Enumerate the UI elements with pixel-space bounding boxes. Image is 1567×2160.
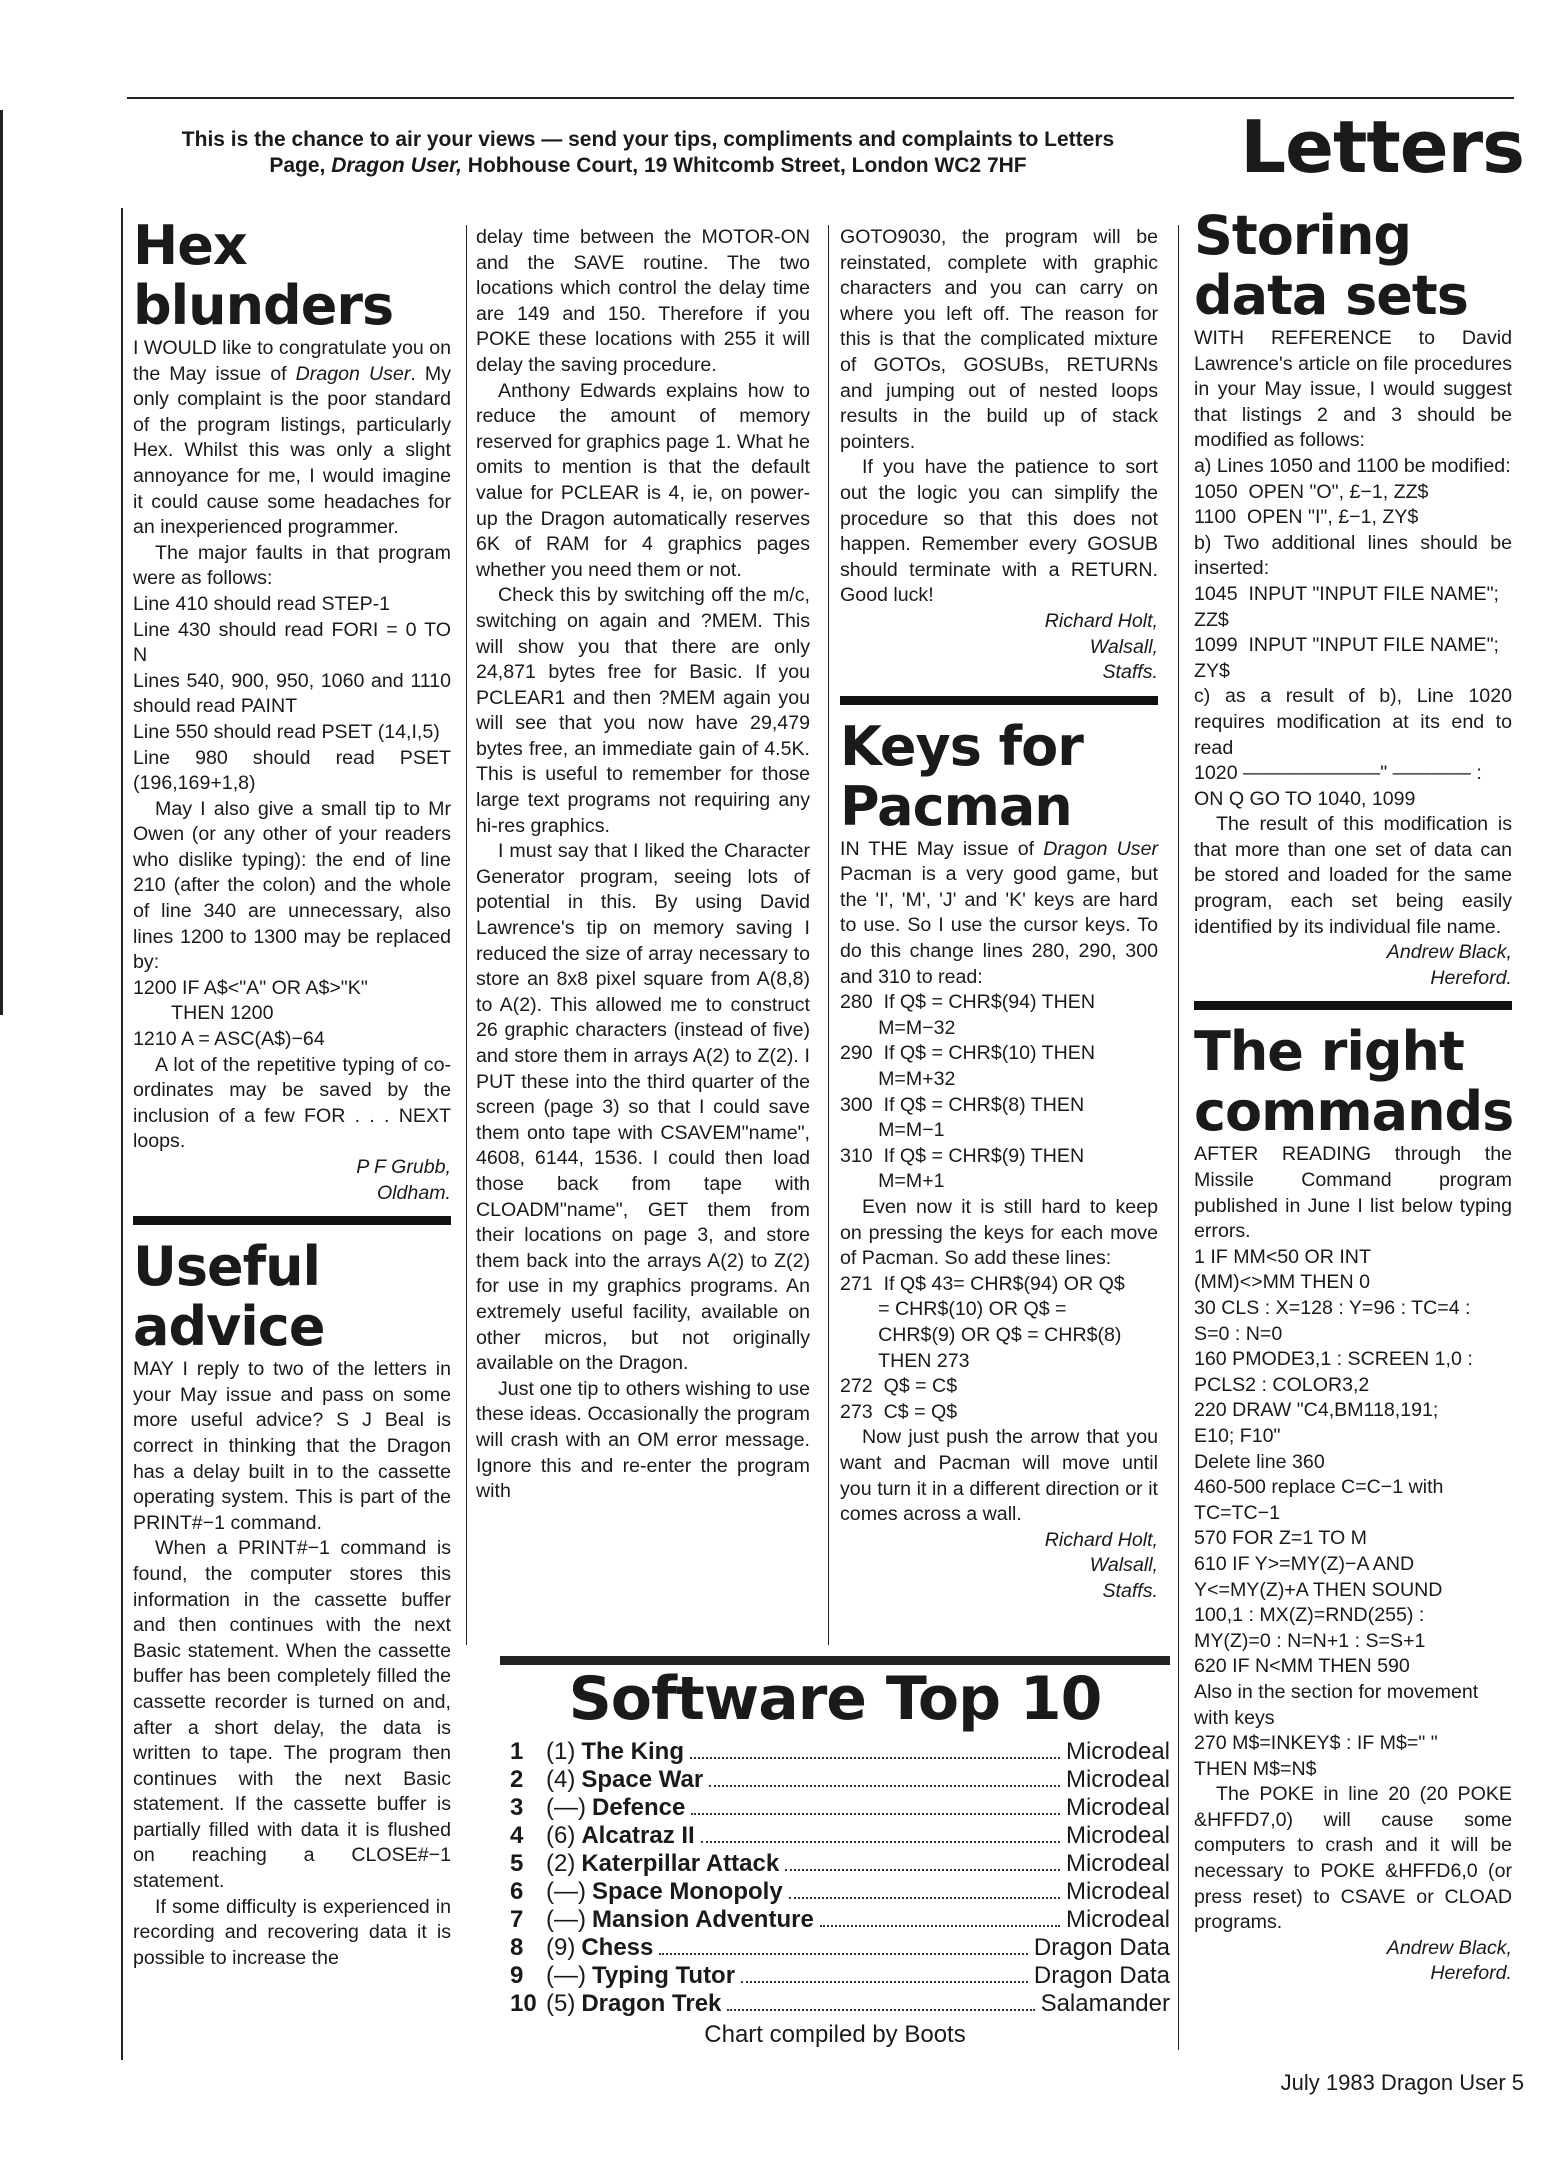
top10-title-name: Mansion Adventure (591, 1906, 814, 1933)
top10-row (510, 1962, 1170, 1990)
paragraph: IN THE May issue of Dragon User Pacman is a very good game, but the 'I', 'M', 'J' and 'K' keys are hard to use. So I use the cursor keys. To do this change lines 280, 290, 300 and 310 to read: (840, 837, 1164, 988)
paragraph: AFTER READING through the Missile Command program published in June I list below typing errors. (1194, 1143, 1518, 1243)
top10-credit: Chart compiled by Boots (704, 2021, 966, 2048)
signature-place: Oldham. (376, 1181, 451, 1204)
leader-dots (691, 1813, 1060, 1815)
signature-place: Staffs. (1102, 661, 1158, 684)
separator-bar (1194, 1001, 1512, 1010)
signature-place: Hereford. (1430, 966, 1512, 989)
paragraph: I must say that I liked the Character Generator program, seeing lots of potential in this. By using David Lawrence's tip on memory saving I reduced the size of array necessary to store an 8x8 pixel square from A(8,8) to A(2). This allowed me to construct 26 graphic characters (instead of five) and store them in arrays A(2) to Z(2). I PUT these into the third quarter of the screen (page 3) so that I could save them onto tape with CSAVEM"name", 4608, 6144, 1536. I could then load those back from tape with CLOADM"name", GET them from their locations on page 3, and store them back into the arrays A(2) to Z(2) for use in my graphics programs. An extremely useful facility, available on other micros, but not originally available on the Dragon. (476, 840, 816, 1375)
top-rule (127, 97, 1514, 99)
top10-row (510, 1738, 1170, 1766)
separator-bar (133, 1216, 451, 1225)
signature-place: Staffs. (1102, 1579, 1158, 1602)
correction-line: Line 550 should read PSET (14,I,5) (133, 720, 440, 743)
top10-rank: 8 (510, 1934, 524, 1961)
leader-dots (741, 1981, 1028, 1983)
column-divider (466, 225, 467, 1645)
code-listing: 1050 OPEN "O", £−1, ZZ$ 1100 OPEN "I", £−1, ZY$ (1194, 480, 1429, 529)
section-title: Letters (1240, 105, 1524, 189)
column-3 (840, 225, 1164, 1605)
column-divider (1178, 225, 1179, 2050)
top10-rank: 7 (510, 1906, 524, 1933)
column-4 (1194, 204, 1518, 1987)
top10-title-name: Typing Tutor (591, 1962, 736, 1989)
headline-keys-for-pacman: Keys for Pacman (840, 714, 1101, 838)
leader-dots (659, 1953, 1028, 1955)
paragraph: MAY I reply to two of the letters in your May issue and pass on some more useful advice? S J Beal is correct in thinking that the Dragon has a delay built in to the cassette operating system. This is part of the PRINT#−1 command. (133, 1358, 457, 1534)
code-listing: 280 If Q$ = CHR$(94) THEN M=M−32 290 If Q$ = CHR$(10) THEN M=M+32 300 If Q$ = CHR$(8) THEN M=M−1 310 If Q$ = CHR$(9) THEN M=M+1 (840, 991, 1095, 1193)
top10-row (510, 1850, 1170, 1878)
top10-title: Software Top 10 (568, 1664, 1102, 1734)
paragraph: I WOULD like to congratulate you on the May issue of Dragon User. My only complaint is the poor standard of the program listings, particularly Hex. Whilst this was only a slight annoyance for me, I would imagine it could cause some headaches for an inexperienced programmer. (133, 337, 457, 539)
paragraph: delay time between the MOTOR-ON and the SAVE routine. The two locations which control the delay time are 149 and 150. Therefore if you POKE these locations with 255 it will delay the saving procedure. (476, 226, 816, 376)
top10-row (510, 1878, 1170, 1906)
top10-rank: 9 (510, 1962, 524, 1989)
signature-name: Richard Holt, (1044, 609, 1158, 632)
paragraph: The POKE in line 20 (20 POKE &HFFD7,0) will cause some computers to crash and it will be necessary to POKE &HFFD6,0 (or press reset) to CSAVE or CLOAD programs. (1194, 1783, 1518, 1934)
software-top-10 (500, 1660, 1170, 2052)
signature-name: Andrew Black, (1386, 941, 1512, 964)
top10-previous-position: (—) (546, 1878, 586, 1905)
leader-dots (820, 1925, 1060, 1927)
paragraph: Check this by switching off the m/c, switching on again and ?MEM. This will show you that there are only 24,871 bytes free for Basic. If you PCLEAR1 and then ?MEM again you will see that you now have 29,479 bytes free, an immediate gain of 4.5K. This is useful to remember for those large text programs not requiring any hi-res graphics. (476, 584, 816, 837)
paragraph: A lot of the repetitive typing of co-ordinates may be saved by the inclusion of a few FOR . . . NEXT loops. (133, 1053, 457, 1153)
paragraph: May I also give a small tip to Mr Owen (or any other of your readers who dislike typing): the end of line 210 (after the colon) and the whole of line 340 are unnecessary, also lines 1200 to 1300 may be replaced by: (133, 797, 457, 974)
top10-publisher: Microdeal (1065, 1822, 1170, 1849)
paragraph: b) Two additional lines should be inserted: (1194, 531, 1518, 580)
leader-dots (709, 1785, 1060, 1787)
top10-title-name: Defence (591, 1794, 686, 1821)
top10-rank: 6 (510, 1878, 524, 1905)
signature-place: Walsall, (1089, 635, 1158, 658)
top10-previous-position: (1) (546, 1738, 576, 1765)
top10-previous-position: (—) (546, 1906, 586, 1933)
top10-publisher: Microdeal (1065, 1850, 1170, 1877)
column-1 (133, 214, 457, 1971)
headline-hex-blunders: Hex blunders (133, 214, 394, 337)
paragraph: Now just push the arrow that you want and Pacman will move until you turn it in a different direction or it comes across a wall. (840, 1426, 1164, 1526)
code-listing: 1045 INPUT "INPUT FILE NAME"; ZZ$ 1099 INPUT "INPUT FILE NAME"; ZY$ (1194, 582, 1500, 682)
column-2 (476, 225, 816, 1505)
column-divider (121, 208, 123, 2060)
top10-title-name: Chess (581, 1934, 654, 1961)
page-footer: July 1983 Dragon User 5 (1280, 2070, 1524, 2095)
top10-rank: 3 (510, 1794, 524, 1821)
top10-rank: 2 (510, 1766, 524, 1793)
code-listing: 1020 ———————" ———— : ON Q GO TO 1040, 1099 (1194, 762, 1488, 810)
top10-title-name: Space War (581, 1766, 704, 1793)
top10-previous-position: (—) (546, 1794, 586, 1821)
top10-title-name: Katerpillar Attack (581, 1850, 780, 1877)
headline-useful-advice: Useful advice (133, 1235, 338, 1359)
top10-row (510, 1822, 1170, 1850)
signature-name: Andrew Black, (1386, 1936, 1512, 1959)
paragraph: The result of this modification is that more than one set of data can be stored and loaded for the same program, each set being easily identified by its individual file name. (1194, 813, 1518, 938)
top10-publisher: Microdeal (1065, 1766, 1170, 1793)
top10-previous-position: (5) (546, 1990, 576, 2017)
top10-row (510, 1934, 1170, 1962)
signature-name: Richard Holt, (1044, 1528, 1158, 1551)
leader-dots (690, 1757, 1060, 1759)
top10-list (500, 1738, 1170, 2018)
correction-line: Line 410 should read STEP-1 (133, 592, 391, 615)
paragraph: Just one tip to others wishing to use these ideas. Occasionally the program will crash with an OM error message. Ignore this and re-enter the program with (476, 1377, 816, 1503)
top10-rank: 1 (510, 1738, 524, 1765)
paragraph: The major faults in that program were as follows: (133, 541, 457, 590)
code-listing: 271 If Q$ 43= CHR$(94) OR Q$ = CHR$(10) OR Q$ = CHR$(9) OR Q$ = CHR$(8) THEN 273 272 Q$ = C$ 273 C$ = Q$ (840, 1272, 1125, 1423)
top10-row (510, 1794, 1170, 1822)
paragraph: When a PRINT#−1 command is found, the computer stores this information in the cassette buffer and then continues with the next Basic statement. When the cassette buffer has been completely filled the cassette recorder is turned on and, after a short delay, the data is written to tape. The program then continues with the next Basic statement. If the cassette buffer is partially filled with data it is flushed on reaching a CLOSE#−1 statement. (133, 1537, 457, 1893)
leader-dots (727, 2009, 1034, 2011)
column-divider (828, 225, 829, 1645)
code-listing: 1200 IF A$<"A" OR A$>"K" THEN 1200 1210 A = ASC(A$)−64 (133, 976, 368, 1051)
leader-dots (701, 1841, 1060, 1843)
top10-publisher: Microdeal (1065, 1794, 1170, 1821)
headline-storing-data-sets: Storing data sets (1194, 204, 1468, 327)
top10-rank: 10 (510, 1990, 537, 2017)
top10-previous-position: (2) (546, 1850, 576, 1877)
intro-text: This is the chance to air your views — send your tips, compliments and complaints to Letters Page, Dragon User, Hobhouse Court, 19 Whitcomb Street, London WC2 7HF (181, 128, 1115, 177)
correction-line: Lines 540, 900, 950, 1060 and 1110 should read PAINT (133, 669, 457, 718)
paragraph: If you have the patience to sort out the logic you can simplify the procedure so that this does not happen. Remember every GOSUB should terminate with a RETURN. Good luck! (840, 456, 1164, 607)
leader-dots (789, 1897, 1060, 1899)
top10-previous-position: (9) (546, 1934, 576, 1961)
top10-publisher: Microdeal (1065, 1878, 1170, 1905)
code-listing: 1 IF MM<50 OR INT (MM)<>MM THEN 0 30 CLS : X=128 : Y=96 : TC=4 : S=0 : N=0 160 PMODE3,1 : SCREEN 1,0 : PCLS2 : COLOR3,2 220 DRAW "C4,BM118,191; E10; F10" Delete line 360 460-500 replace C=C−1 with TC=TC−1 570 FOR Z=1 TO M 610 IF Y>=MY(Z)−A AND Y<=MY(Z)+A THEN SOUND 100,1 : MX(Z)=RND(255) : MY(Z)=0 : N=N+1 : S=S+1 620 IF N<MM THEN 590 Also in the section for movement with keys 270 M$=INKEY$ : IF M$=" " THEN M$=N$ (1194, 1245, 1479, 1780)
separator-bar (840, 696, 1158, 705)
signature-place: Hereford. (1430, 1962, 1512, 1985)
signature-name: P F Grubb, (356, 1156, 451, 1178)
headline-the-right-commands: The right commands (1194, 1020, 1514, 1144)
correction-line: Line 430 should read FORI = 0 TO N (133, 618, 457, 667)
top10-rank: 5 (510, 1850, 524, 1877)
top10-title-name: Alcatraz II (581, 1822, 695, 1849)
top10-row (510, 1990, 1170, 2018)
top10-previous-position: (6) (546, 1822, 576, 1849)
paragraph: WITH REFERENCE to David Lawrence's article on file procedures in your May issue, I would suggest that listings 2 and 3 should be modified as follows: (1194, 327, 1518, 452)
signature-place: Walsall, (1089, 1554, 1158, 1577)
top10-publisher: Dragon Data (1033, 1934, 1170, 1961)
top10-publisher: Dragon Data (1033, 1962, 1170, 1989)
left-margin-rule (0, 110, 3, 1015)
top10-rank: 4 (510, 1822, 524, 1849)
paragraph: GOTO9030, the program will be reinstated, complete with graphic characters and you can carry on where you left off. The reason for this is that the complicated mixture of GOTOs, GOSUBs, RETURNs and jumping out of nested loops results in the build up of stack pointers. (840, 226, 1164, 453)
top10-title-name: Dragon Trek (581, 1990, 722, 2017)
correction-line: Line 980 should read PSET (196,169+1,8) (133, 746, 457, 795)
top10-title-name: Space Monopoly (591, 1878, 783, 1905)
top10-publisher: Microdeal (1065, 1906, 1170, 1933)
top10-publisher: Microdeal (1065, 1738, 1170, 1765)
top10-publisher: Salamander (1040, 1990, 1170, 2017)
top10-previous-position: (—) (546, 1962, 586, 1989)
leader-dots (785, 1869, 1060, 1871)
paragraph: a) Lines 1050 and 1100 be modified: (1194, 454, 1511, 477)
paragraph: Anthony Edwards explains how to reduce the amount of memory reserved for graphics page 1. What he omits to mention is that the default value for PCLEAR is 4, ie, on power-up the Dragon automatically reserves 6K of RAM for 4 graphics pages whether you need them or not. (476, 379, 816, 581)
paragraph: Even now it is still hard to keep on pressing the keys for each move of Pacman. So add these lines: (840, 1196, 1164, 1270)
top10-row (510, 1766, 1170, 1794)
paragraph: If some difficulty is experienced in recording and recovering data it is possible to increase the (133, 1895, 457, 1969)
paragraph: c) as a result of b), Line 1020 requires modification at its end to read (1194, 685, 1518, 759)
top10-title-name: The King (581, 1738, 684, 1765)
top10-row (510, 1906, 1170, 1934)
top10-previous-position: (4) (546, 1766, 576, 1793)
